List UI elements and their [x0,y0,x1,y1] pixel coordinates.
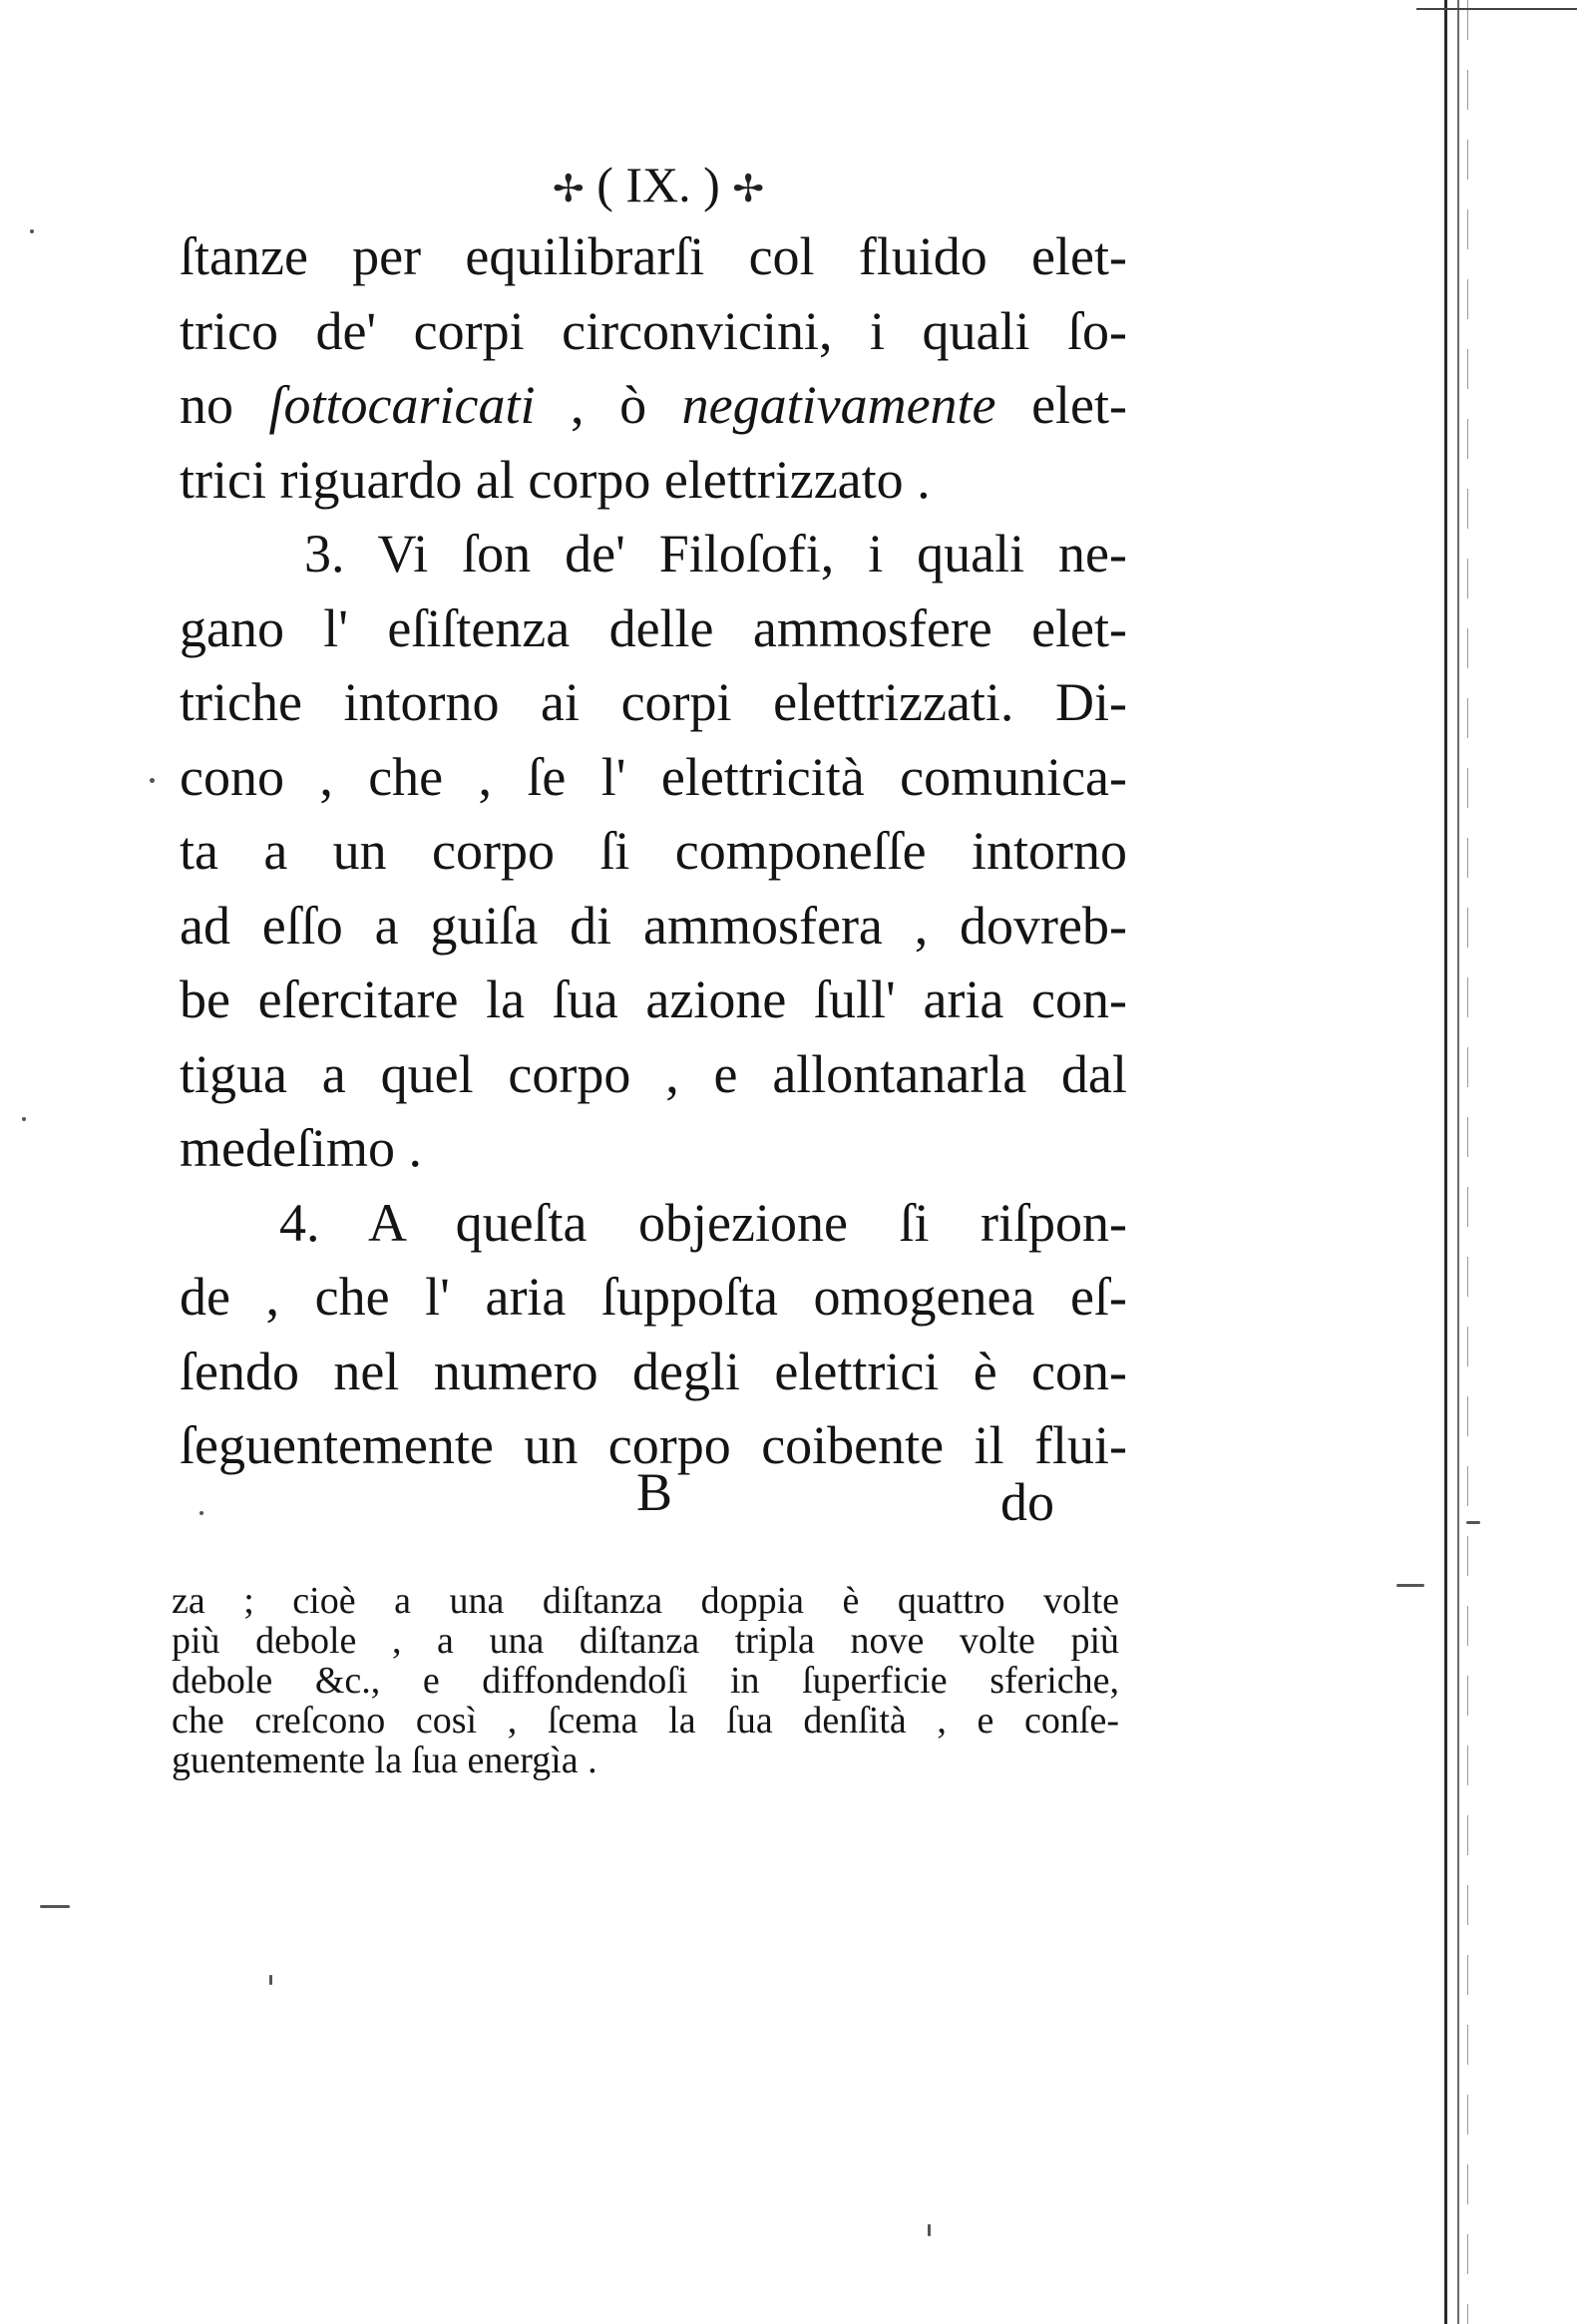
italic-term: ſottocaricati [268,375,536,435]
text-fragment: no [180,375,269,435]
footnote-line: più debole , a una diſtanza tripla nove volte più [172,1620,1119,1662]
top-rule [1416,8,1577,10]
text-line: ſeguentemente un corpo coibente il flui- [180,1415,1127,1475]
text-line: be eſercitare la ſua azione ſull' aria con- [180,969,1127,1029]
text-line: ta a un corpo ſi componeſſe intorno [180,821,1127,881]
catchword: do [1000,1472,1054,1532]
text-line: medeſimo . [180,1118,422,1178]
footnote-line: debole &c., e diffondendoſi in ſuperficie sferiche, [172,1660,1119,1702]
text-line: ad eſſo a guiſa di ammosfera , dovreb- [180,895,1127,956]
running-head [0,150,1317,224]
scan-speck [40,1905,70,1908]
page-foot [0,1461,1097,1541]
text-line: trico de' corpi circonvicini, i quali ſo- [180,300,1127,361]
signature-mark: B [636,1462,673,1522]
scan-speck [30,229,34,233]
ornament-left-icon: ✢ [552,169,585,210]
scan-speck [199,1511,203,1515]
text-line: cono , che , ſe l' elettricità comunica- [180,746,1127,807]
main-text [180,219,1127,1483]
text-line: gano l' eſiſtenza delle ammosfere elet- [180,597,1127,658]
footnote-line: che creſcono così , ſcema la ſua denſità , e conſe- [172,1700,1119,1742]
text-fragment: , ò [535,375,682,435]
text-line: ſendo nel numero degli elettrici è con- [180,1341,1127,1401]
text-line: trici riguardo al corpo elettrizzato . [180,449,931,510]
text-line-paragraph-start: 3. Vi ſon de' Filoſofi, i quali ne- [304,524,1127,583]
text-line: de , che l' aria ſuppoſta omogenea eſ- [180,1267,1127,1327]
text-fragment: elet- [995,375,1127,435]
italic-term: negativamente [681,375,996,435]
footnote [172,1581,1119,1780]
scan-speck [22,1117,26,1121]
text-line-paragraph-start: 4. A queſta objezione ſi riſpon- [279,1192,1127,1253]
text-line: ſtanze per equilibrarſi col fluido elet- [180,226,1127,286]
scan-speck [150,778,155,783]
scan-speck [928,2224,931,2236]
scan-speck [1396,1584,1424,1587]
page-edge [1444,0,1577,2324]
footnote-line: za ; cioè a una diſtanza doppia è quattro volte [172,1580,1119,1622]
text-line-with-italics [180,368,1127,443]
page-number: ( IX. ) [596,157,720,212]
footnote-line: guentemente la ſua energìa . [172,1740,597,1781]
text-line: tigua a quel corpo , e allontanarla dal [180,1043,1127,1104]
ornament-right-icon: ✢ [732,169,765,210]
scan-speck [269,1975,272,1985]
text-line: triche intorno ai corpi elettrizzati. Di- [180,672,1127,732]
scan-speck [1466,1521,1480,1524]
